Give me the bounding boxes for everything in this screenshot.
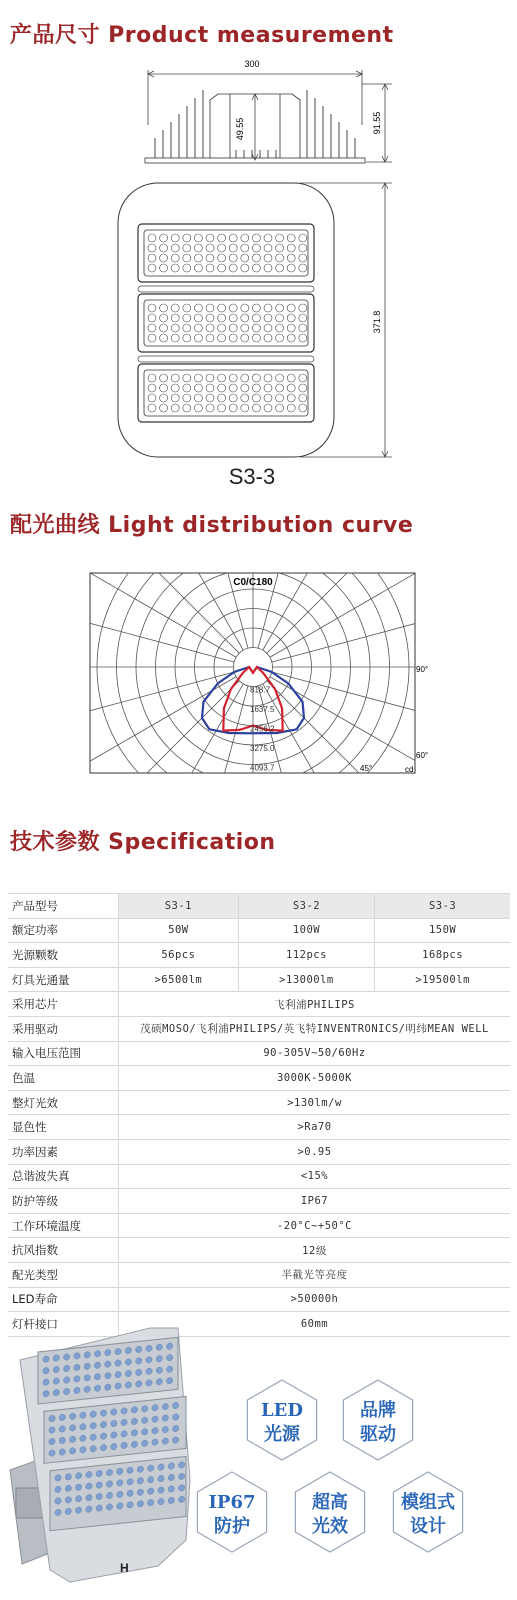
spec-row [8,967,510,992]
spec-value: >6500lm [119,967,239,992]
spec-row [8,1066,510,1091]
spec-label: 整灯光效 [8,1090,119,1115]
spec-value: 150W [375,918,510,943]
badge-line2: 驱动 [360,1424,396,1445]
angle-60-label: 60° [416,751,429,760]
spec-value: >Ra70 [119,1115,511,1140]
spec-label: 采用驱动 [8,1016,119,1041]
light-distribution-title: 配光曲线 Light distribution curve [10,513,414,538]
spec-row [8,943,510,968]
spec-value: IP67 [119,1189,511,1214]
spec-row [8,1139,510,1164]
spec-value: 100W [238,918,374,943]
angle-45-label: 45° [360,764,373,773]
angle-90-label: 90° [416,665,429,674]
spec-label: 防护等级 [8,1189,119,1214]
spec-row [8,1213,510,1238]
feature-badge [295,1472,364,1552]
spec-label: 输入电压范围 [8,1041,119,1066]
polar-diagram [0,555,517,785]
spec-value: 飞利浦PHILIPS [119,992,511,1017]
svg-text:H: H [120,1561,129,1575]
spec-label: 抗风指数 [8,1238,119,1263]
spec-label: LED寿命 [8,1287,119,1312]
feature-badge [197,1472,266,1552]
spec-row [8,1164,510,1189]
spec-title: 技术参数 Specification [10,830,276,855]
spec-label: 灯具光通量 [8,967,119,992]
spec-value: 50W [119,918,239,943]
badge-line2: 光源 [264,1424,300,1445]
spec-label: 采用芯片 [8,992,119,1017]
module-gap-bar [138,286,314,292]
spec-row [8,1016,510,1041]
spec-value: 168pcs [375,943,510,968]
badge-line2: 设计 [410,1516,446,1537]
measurement-title: 产品尺寸 Product measurement [10,23,394,48]
length-dimension: 371.8 [372,310,382,334]
spec-value: 半截光等亮度 [119,1262,511,1287]
unit-label: cd [405,765,414,774]
spec-label: 产品型号 [8,894,119,919]
led-module [138,224,314,282]
spec-label: 工作环境温度 [8,1213,119,1238]
spec-value: -20°C~+50°C [119,1213,511,1238]
badge-line1: IP67 [208,1492,256,1513]
badge-line1: 超高 [312,1492,348,1513]
spec-value: 60mm [119,1312,511,1337]
spec-value: >19500lm [375,967,510,992]
spec-row [8,992,510,1017]
spec-value: 112pcs [238,943,374,968]
badge-line1: 品牌 [360,1400,396,1421]
ring-value-label: 2456.2 [250,724,275,734]
spec-row [8,1115,510,1140]
spec-table [8,893,510,1337]
spec-value: S3-3 [375,894,510,919]
feature-area [0,1320,517,1600]
spec-value: S3-1 [119,894,239,919]
feature-badge [393,1472,462,1552]
spec-row [8,1189,510,1214]
spec-value: 3000K-5000K [119,1066,511,1091]
spec-label: 功率因素 [8,1139,119,1164]
dimension-drawing [0,50,517,495]
spec-value: >130lm/w [119,1090,511,1115]
spec-row [8,1238,510,1263]
spec-row [8,1287,510,1312]
spec-label: 配光类型 [8,1262,119,1287]
spec-row [8,1262,510,1287]
ring-value-label: 4093.7 [250,763,275,773]
spec-value: 90-305V~50/60Hz [119,1041,511,1066]
spec-row [8,918,510,943]
width-dimension: 300 [244,59,260,69]
spec-label: 灯杆接口 [8,1312,119,1337]
spec-value: S3-2 [238,894,374,919]
ring-value-label: 818.7 [250,685,271,695]
badge-line1: 模组式 [401,1492,455,1513]
spec-row [8,894,510,919]
product-image [10,1328,190,1582]
led-module [138,364,314,422]
spec-row [8,1090,510,1115]
badge-line2: 防护 [214,1516,250,1537]
spec-value: >0.95 [119,1139,511,1164]
spec-label: 光源颗数 [8,943,119,968]
feature-badge [247,1380,316,1460]
spec-value: >13000lm [238,967,374,992]
spec-label: 额定功率 [8,918,119,943]
spec-label: 色温 [8,1066,119,1091]
spec-value: 茂硕MOSO/飞利浦PHILIPS/英飞特INVENTRONICS/明纬MEAN WELL [119,1016,511,1041]
model-caption: S3-3 [228,464,276,489]
ring-value-label: 3275.0 [250,744,275,753]
spec-value: 12级 [119,1238,511,1263]
badge-line2: 光效 [312,1516,348,1537]
module-gap-bar [138,356,314,362]
led-module [138,294,314,352]
spec-value: <15% [119,1164,511,1189]
spec-label: 显色性 [8,1115,119,1140]
height-dimension: 91.55 [372,111,382,135]
ring-value-label: 1637.5 [250,705,275,714]
spec-label: 总谐波失真 [8,1164,119,1189]
spec-value: 56pcs [119,943,239,968]
badge-line1: LED [261,1400,303,1421]
inner-height-dimension: 49.55 [235,117,245,141]
spec-value: >50000h [119,1287,511,1312]
spec-row [8,1041,510,1066]
polar-title: C0/C180 [233,577,273,588]
feature-badge [343,1380,412,1460]
